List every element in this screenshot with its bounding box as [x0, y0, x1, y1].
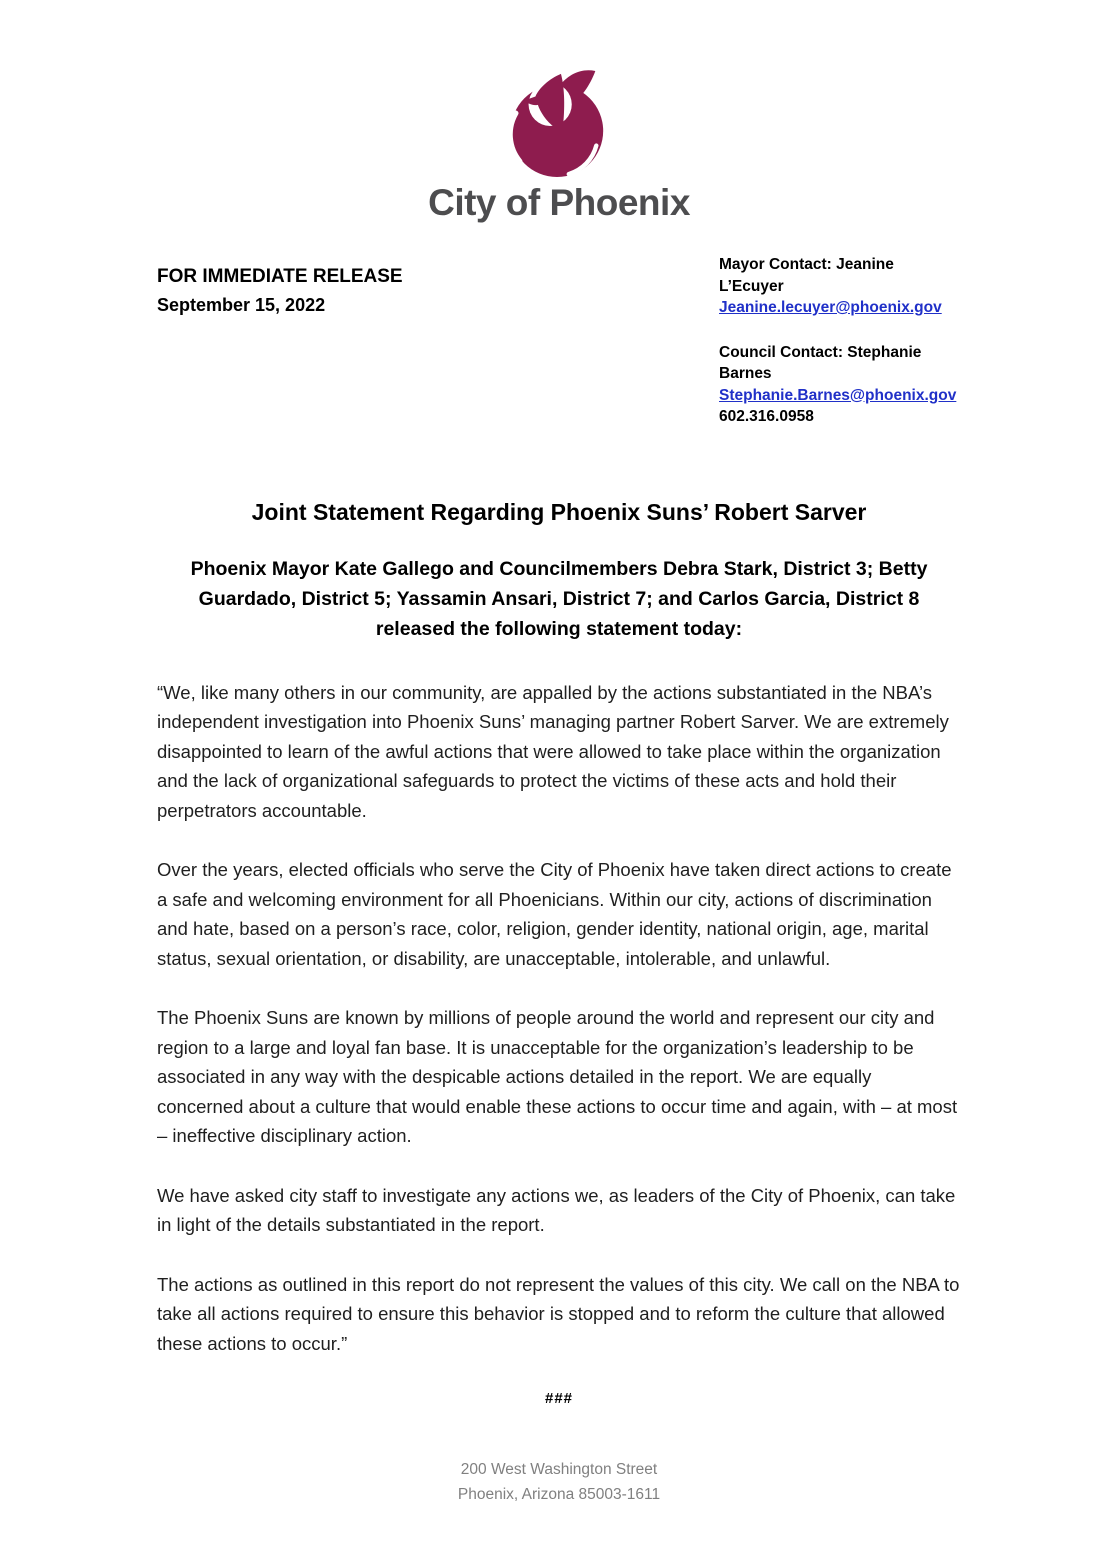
end-mark: ### [544, 1390, 574, 1407]
council-email-link[interactable]: Stephanie.Barnes@phoenix.gov [719, 386, 957, 404]
statement-paragraph-2: Over the years, elected officials who serve the City of Phoenix have taken direct actions to create a safe and welcoming environment for all Phoenicians. Within our city, actions of discrimination and hate, based on a person’s race, color, religion, gender identity, national origin, age, marital status, sexual orientation, or disability, are unacceptable, intolerable, and unlawful. [157, 859, 952, 969]
headline: Joint Statement Regarding Phoenix Suns’ Robert Sarver [251, 498, 867, 525]
release-date: September 15, 2022 [157, 295, 326, 315]
contacts-block [719, 254, 961, 451]
mayor-contact-label: Mayor Contact: Jeanine L’Ecuyer [719, 256, 894, 295]
statement-paragraph-1: “We, like many others in our community, are appalled by the actions substantiated in the NBA’s independent investigation into Phoenix Suns’ managing partner Robert Sarver. We are extremely disappointed to learn of the awful actions that were allowed to take place within the organization and the lack of organizational safeguards to protect the victims of these acts and hold their perpetrators accountable. [157, 681, 949, 821]
subheadline: Phoenix Mayor Kate Gallego and Councilmembers Debra Stark, District 3; Betty Guardado, District 5; Yassamin Ansari, District 7; and Carlos Garcia, District 8 released the following statement today: [190, 557, 928, 640]
mayor-email-link[interactable]: Jeanine.lecuyer@phoenix.gov [719, 299, 942, 316]
statement-body [157, 678, 961, 1359]
mayor-contact [719, 254, 961, 319]
council-phone: 602.316.0958 [719, 408, 814, 425]
phoenix-bird-icon [498, 70, 620, 178]
release-label: FOR IMMEDIATE RELEASE [157, 266, 403, 287]
logo-wordmark: City of Phoenix [428, 182, 690, 223]
masthead [157, 70, 961, 224]
release-block [157, 254, 403, 316]
release-and-contacts [157, 254, 961, 451]
council-contact [719, 342, 961, 428]
address-line-1: 200 West Washington Street [460, 1461, 658, 1478]
statement-paragraph-3: The Phoenix Suns are known by millions of people around the world and represent our city and region to a large and loyal fan base. It is unacceptable for the organization’s leadership to be associated in any way with the despicable actions detailed in the report. We are equally concerned about a culture that would enable these actions to occur time and again, with – at most – ineffective disciplinary action. [157, 1007, 958, 1146]
council-contact-label: Council Contact: Stephanie Barnes [719, 343, 922, 382]
statement-paragraph-5: The actions as outlined in this report do not represent the values of this city. We call on the NBA to take all actions required to ensure this behavior is stopped and to reform the culture that allowed these actions to occur.” [157, 1273, 960, 1354]
address-line-2: Phoenix, Arizona 85003-1611 [457, 1486, 661, 1503]
statement-paragraph-4: We have asked city staff to investigate any actions we, as leaders of the City of Phoenix, can take in light of the details substantiated in the report. [157, 1184, 956, 1235]
footer-address [157, 1457, 961, 1507]
